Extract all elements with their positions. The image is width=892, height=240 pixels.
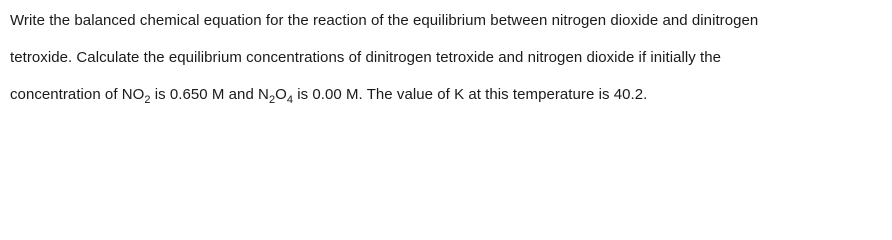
line3-text-part1: concentration of NO [10,86,145,103]
n2o4-n-subscript: 2 [268,93,276,106]
question-line-3 [10,76,886,113]
line3-text-part4: is 0.00 M. The value of K at this temperature is 40.2. [293,86,648,103]
question-line-2: tetroxide. Calculate the equilibrium concentrations of dinitrogen tetroxide and nitrogen dioxide if initially the [10,49,722,66]
question-text [10,10,886,113]
line3-text-part3: O [275,86,287,103]
no2-subscript: 2 [144,93,151,106]
question-line-1: Write the balanced chemical equation for the reaction of the equilibrium between nitrogen dioxide and dinitrogen [10,12,759,29]
line3-text-part2: is 0.650 M and N [150,86,269,103]
n2o4-o-subscript: 4 [286,93,294,106]
